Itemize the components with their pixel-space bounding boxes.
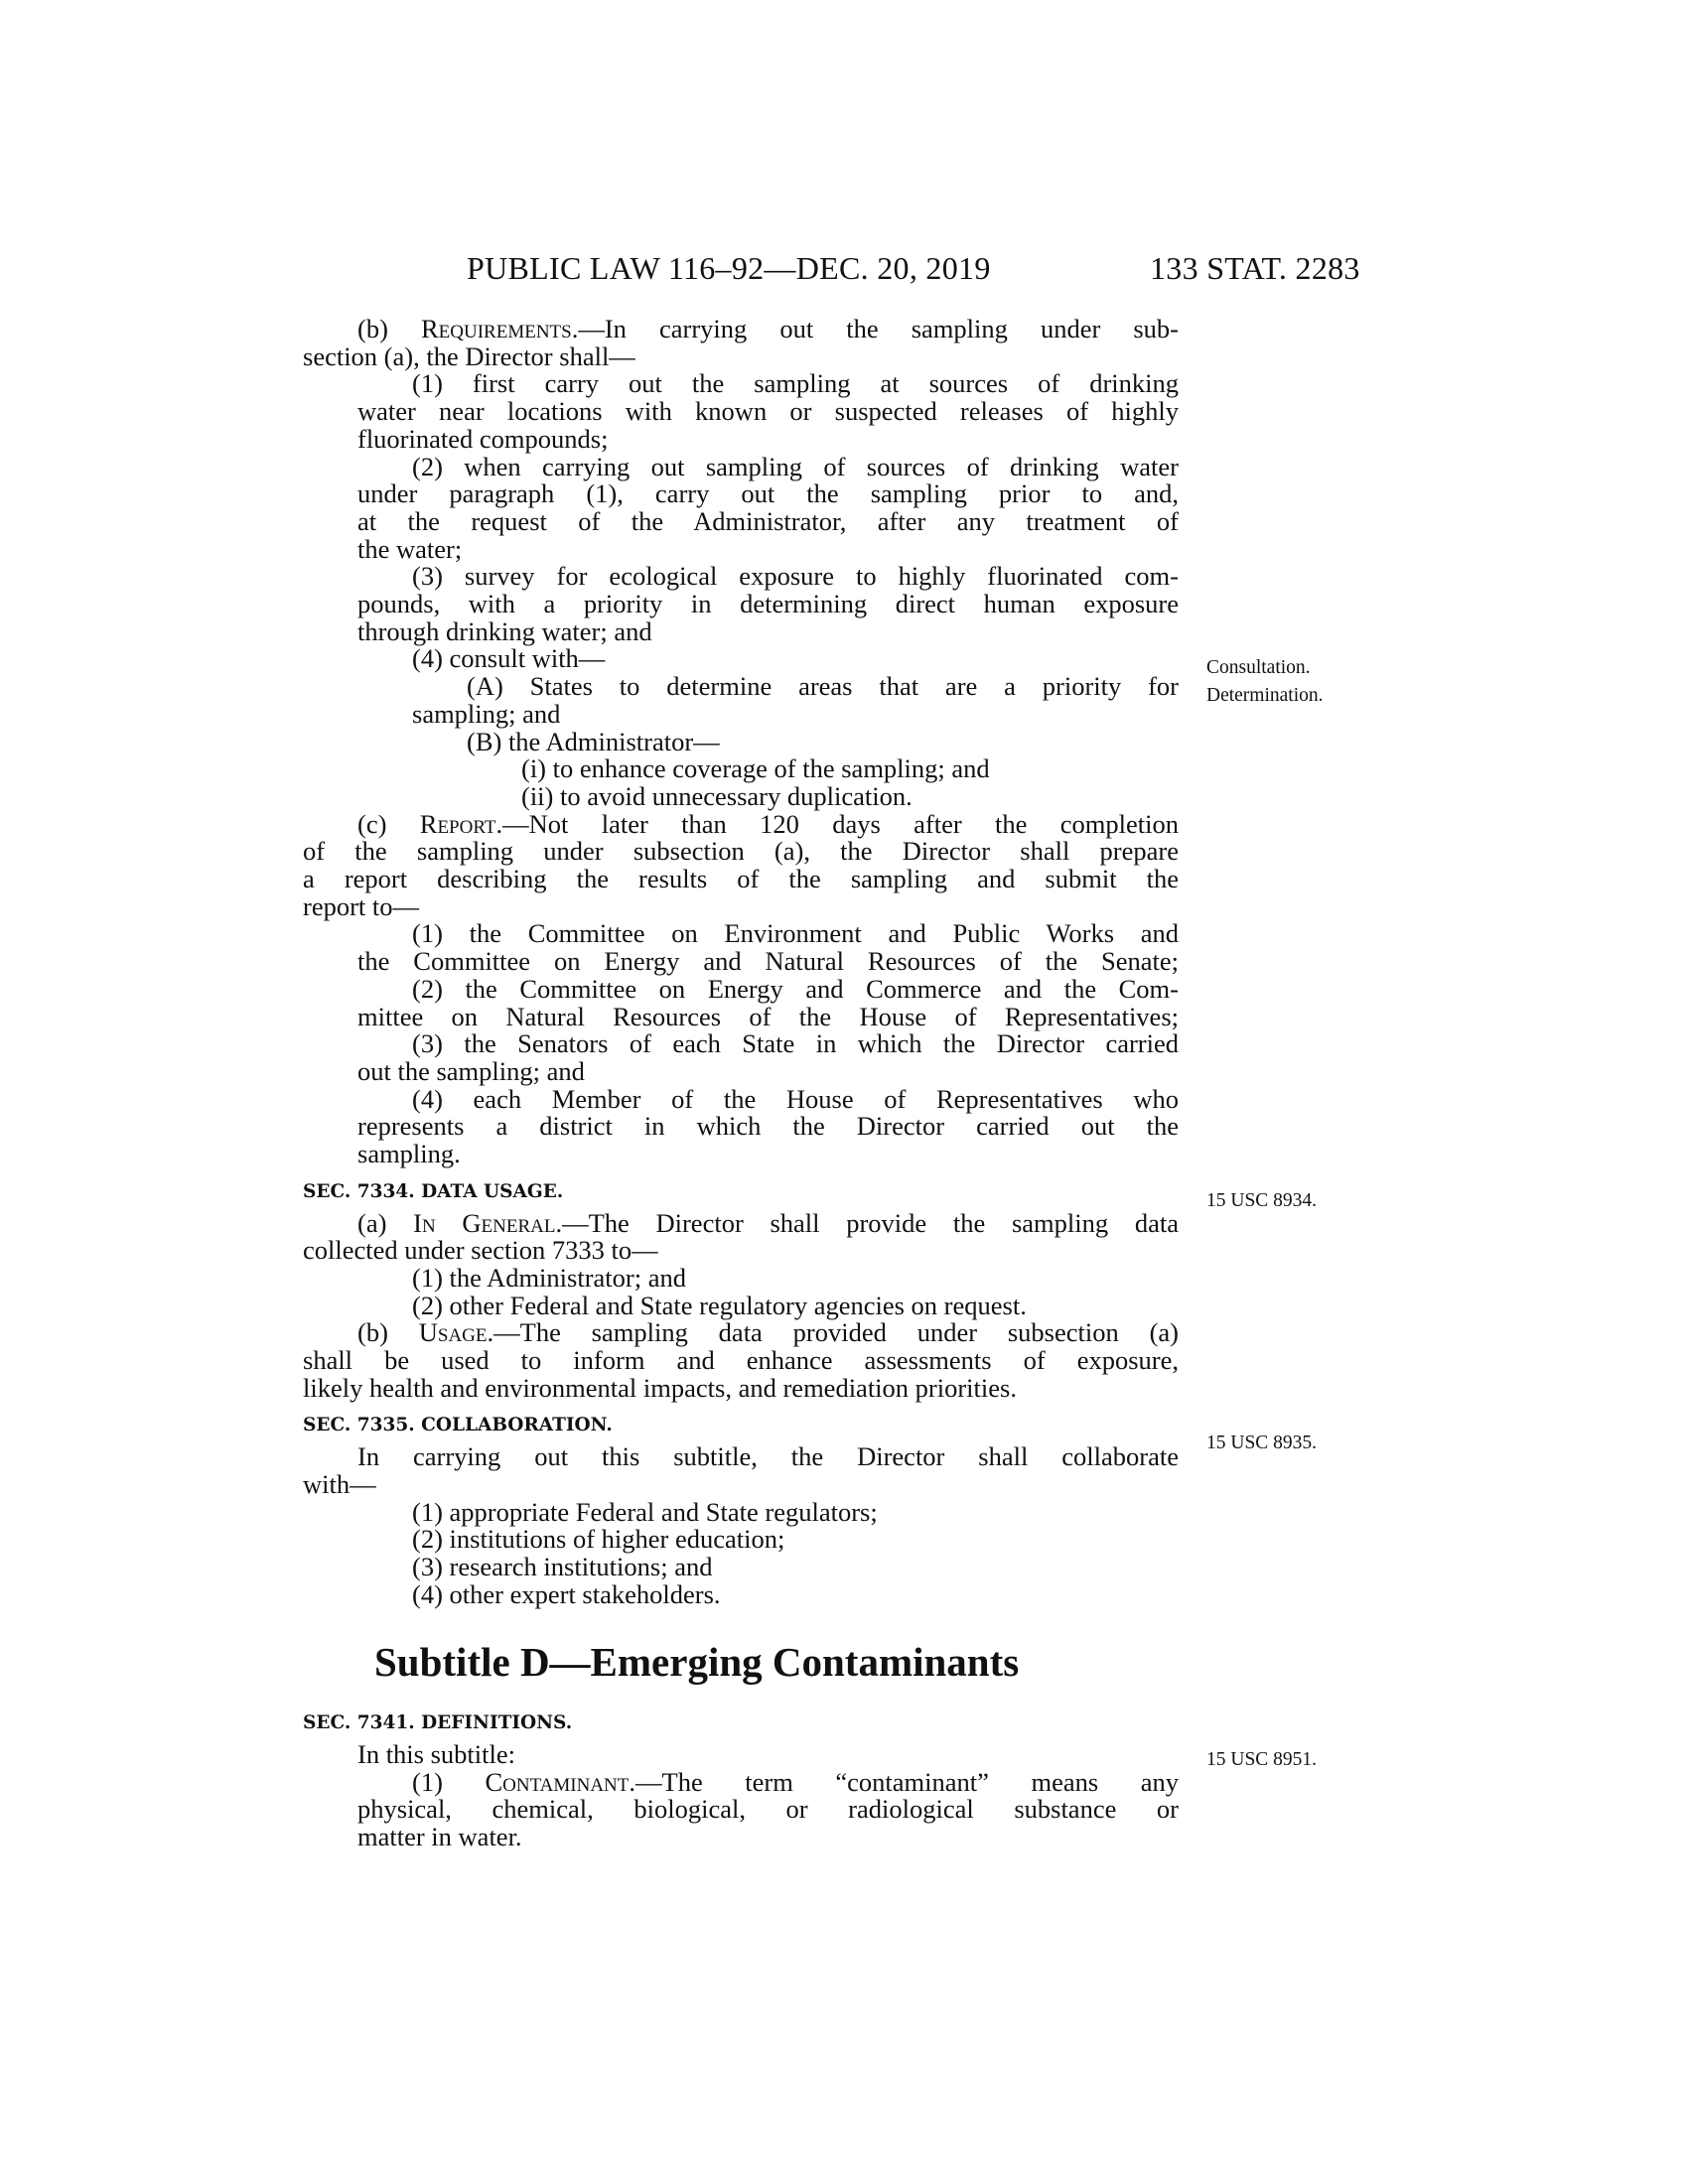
text-line: under paragraph (1), carry out the sampling prior to and, [357, 478, 1179, 509]
text-line: likely health and environmental impacts, and remediation priorities. [303, 1372, 1017, 1403]
text-line: (4) other expert stakeholders. [412, 1578, 721, 1609]
page-header-law: PUBLIC LAW 116–92—DEC. 20, 2019 [467, 250, 991, 286]
section-heading: SEC. 7335. COLLABORATION. [303, 1415, 613, 1436]
text-line: (c) Report.—Not later than 120 days after the completion [357, 808, 1179, 839]
text-line: physical, chemical, biological, or radiological substance or [357, 1794, 1179, 1825]
section-heading: SEC. 7334. DATA USAGE. [303, 1180, 564, 1202]
text-line: (i) to enhance coverage of the sampling; and [521, 753, 990, 784]
text-line: (b) Usage.—The sampling data provided under subsection (a) [357, 1317, 1179, 1348]
text-line: (3) survey for ecological exposure to highly fluorinated com- [412, 561, 1179, 592]
section-7335 [303, 1412, 1179, 1608]
section-7341 [303, 1709, 1179, 1851]
text-line: (2) other Federal and State regulatory agencies on request. [412, 1290, 1027, 1320]
subsection-heading: In General [413, 1207, 556, 1238]
text-line: shall be used to inform and enhance assessments of exposure, [303, 1345, 1179, 1376]
section-b-requirements [303, 316, 1179, 811]
text-line: (1) first carry out the sampling at sources of drinking [412, 368, 1179, 399]
page-header-stat: 133 STAT. 2283 [1150, 250, 1360, 286]
text-line: (1) appropriate Federal and State regulators; [412, 1496, 878, 1527]
section-c-report [303, 808, 1179, 1169]
text-line: (B) the Administrator— [467, 726, 720, 756]
document-body [303, 316, 1179, 1851]
text-line: fluorinated compounds; [357, 423, 609, 454]
text-line: pounds, with a priority in determining direct human exposure [357, 589, 1179, 619]
text-line: (3) research institutions; and [412, 1551, 713, 1581]
text-line: (2) the Committee on Energy and Commerce and the Com- [412, 973, 1179, 1004]
text-line: In this subtitle: [357, 1739, 515, 1770]
margin-note-consultation: Consultation. [1206, 657, 1311, 678]
text-line: (b) Requirements.—In carrying out the sampling under sub- [357, 314, 1180, 343]
text-line: the water; [357, 533, 463, 564]
margin-note-usc-8951: 15 USC 8951. [1206, 1749, 1318, 1770]
text-line: (A) States to determine areas that are a priority for [467, 671, 1179, 702]
text-line: water near locations with known or suspected releases of highly [357, 396, 1179, 427]
text-line: of the sampling under subsection (a), the Director shall prepare [303, 836, 1179, 867]
text-line: (a) In General.—The Director shall provide the sampling data [357, 1207, 1179, 1238]
text-line: (2) when carrying out sampling of sources of drinking water [412, 451, 1179, 481]
text-line: through drinking water; and [357, 615, 652, 646]
text-line: In carrying out this subtitle, the Director shall collaborate [357, 1441, 1179, 1472]
section-heading: SEC. 7341. DEFINITIONS. [303, 1712, 573, 1734]
text-line: report to— [303, 890, 420, 921]
text-line: a report describing the results of the sampling and submit the [303, 864, 1179, 894]
text-line: (1) Contaminant.—The term “contaminant” means any [412, 1766, 1179, 1797]
margin-note-usc-8934: 15 USC 8934. [1206, 1190, 1318, 1211]
text-line: out the sampling; and [357, 1055, 585, 1086]
text-line: (3) the Senators of each State in which the Director carried [412, 1028, 1179, 1059]
section-7334 [303, 1178, 1179, 1403]
text-line: matter in water. [357, 1822, 522, 1852]
text-line: (1) the Committee on Environment and Public Works and [412, 918, 1179, 949]
text-line: with— [303, 1468, 376, 1499]
margin-note-determination: Determination. [1206, 685, 1324, 706]
text-line: at the request of the Administrator, after any treatment of [357, 505, 1179, 536]
text-line: (1) the Administrator; and [412, 1262, 686, 1293]
text-line: sampling. [357, 1139, 461, 1169]
text-line: (ii) to avoid unnecessary duplication. [521, 780, 913, 811]
subsection-heading: Usage [418, 1317, 488, 1348]
subtitle-heading: Subtitle D—Emerging Contaminants [374, 1639, 1020, 1686]
subsection-heading: Report [419, 808, 496, 839]
text-line: represents a district in which the Director carried out the [357, 1111, 1179, 1142]
text-line: section (a), the Director shall— [303, 341, 635, 371]
text-line: (4) consult with— [412, 643, 606, 674]
text-line: (2) institutions of higher education; [412, 1524, 785, 1555]
text-line: mittee on Natural Resources of the House of Representatives; [357, 1001, 1179, 1031]
subsection-heading: Requirements [420, 314, 572, 343]
margin-note-usc-8935: 15 USC 8935. [1206, 1433, 1318, 1453]
text-line: sampling; and [412, 698, 561, 729]
text-line: collected under section 7333 to— [303, 1235, 658, 1266]
subsection-heading: Contaminant [485, 1766, 630, 1797]
text-line: (4) each Member of the House of Representatives who [412, 1083, 1179, 1114]
text-line: the Committee on Energy and Natural Resources of the Senate; [357, 946, 1179, 977]
